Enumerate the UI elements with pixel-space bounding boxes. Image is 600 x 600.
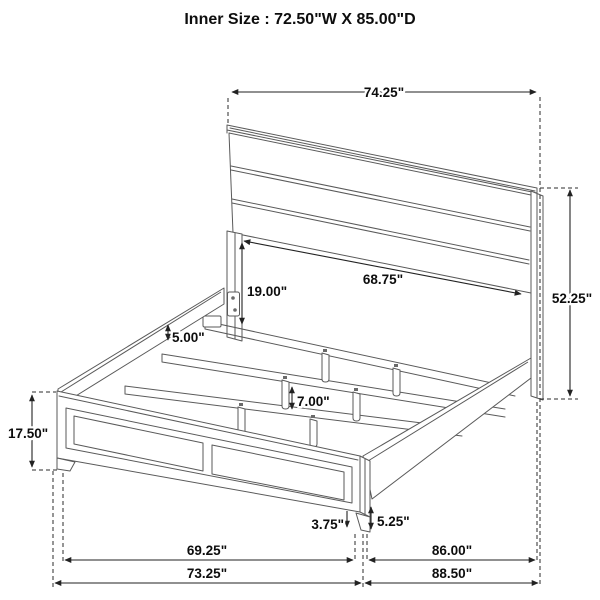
dim-ground-clearance — [311, 511, 347, 532]
bracket-screw — [233, 308, 237, 312]
dim-inner-rail-depth — [369, 543, 535, 560]
dim-label-headboard-height: 52.25" — [551, 291, 593, 306]
dim-footboard-height — [8, 395, 48, 467]
headboard — [227, 125, 543, 400]
footboard — [57, 391, 370, 532]
bracket-screw — [231, 296, 235, 300]
headboard-left-leg — [227, 231, 242, 341]
dim-headboard-height — [552, 190, 592, 396]
left-side-rail — [58, 288, 224, 407]
headboard-right-leg — [531, 191, 543, 400]
dim-footboard-inner-width — [65, 543, 353, 560]
dim-label-support-leg-height: 7.00" — [297, 394, 330, 409]
dim-overall-depth — [365, 566, 538, 583]
dim-headboard-width — [232, 85, 536, 100]
rail-end-bracket — [203, 316, 221, 327]
dim-label-inner-rail-depth: 86.00" — [431, 543, 473, 558]
dim-label-footboard-height: 17.50" — [8, 426, 49, 441]
dim-label-side-rail-height: 5.00" — [172, 330, 205, 345]
dim-label-headboard-width: 74.25" — [363, 85, 405, 100]
footboard-right-endcap — [360, 456, 370, 517]
dim-label-headboard-inner-width: 68.75" — [362, 272, 404, 287]
dim-label-footboard-width: 73.25" — [186, 566, 228, 581]
headboard-panel — [229, 133, 531, 293]
dim-label-headboard-leg-height: 19.00" — [247, 284, 288, 299]
dim-label-ground-clearance: 3.75" — [311, 517, 344, 532]
page-title: Inner Size : 72.50"W X 85.00"D — [184, 11, 416, 28]
dim-support-leg-height — [292, 387, 330, 409]
right-side-rail — [363, 358, 531, 499]
dim-footboard-width — [55, 566, 361, 583]
dim-footboard-leg-height — [371, 507, 410, 529]
dim-label-footboard-inner-width: 69.25" — [186, 543, 228, 558]
dim-label-overall-depth: 88.50" — [431, 566, 473, 581]
dim-label-footboard-leg-height: 5.25" — [377, 514, 410, 529]
dim-headboard-leg-height — [242, 243, 287, 324]
rail-bracket-hardware — [228, 292, 240, 316]
